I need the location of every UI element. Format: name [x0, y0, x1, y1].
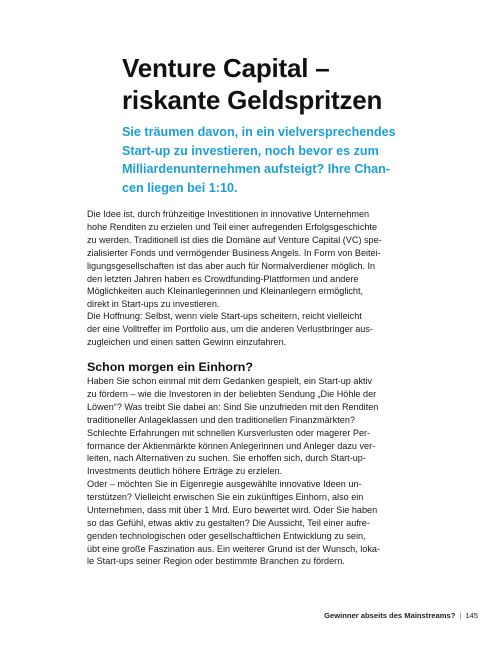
page-footer [268, 611, 478, 620]
text-line: terstützen? Vielleicht erwischen Sie ein zukünftiges Einhorn, also ein [87, 491, 364, 502]
text-line: Haben Sie schon einmal mit dem Gedanken gespielt, ein Start-up aktiv [87, 376, 373, 386]
lead-line: Sie träumen davon, in ein vielversprechendes [122, 125, 396, 139]
text-line: formance der Aktienmärkte können Anlegerinnen und Anleger dazu ver- [87, 440, 376, 451]
text-line: zugleichen und einen satten Gewinn einzufahren. [87, 336, 287, 347]
footer-separator: | [459, 611, 462, 620]
text-line: Möglichkeiten auch Kleinanlegerinnen und Kleinanlegern ermöglicht, [87, 286, 364, 297]
page-title [122, 52, 452, 116]
page-number: 145 [465, 611, 478, 620]
body-paragraph-4 [87, 478, 415, 568]
text-line: direkt in Start-ups zu investieren. [87, 299, 220, 310]
text-line: Löwen“? Was treibt Sie dabei an: Sind Sie unzufrieden mit den Renditen [87, 401, 379, 412]
text-line: Die Idee ist, durch frühzeitige Investitionen in innovative Unternehmen [87, 209, 370, 219]
text-line: zu fördern – wie die Investoren in der beliebten Sendung „Die Höhle der [87, 388, 377, 399]
body-paragraph-2 [87, 310, 415, 349]
text-line: zu werden. Traditionell ist dies die Domäne auf Venture Capital (VC) spe- [87, 234, 382, 245]
body-paragraph-3 [87, 375, 415, 478]
text-line: so das Gefühl, etwas aktiv zu gestalten? Die Aussicht, Teil einer aufre- [87, 517, 370, 528]
lead-line: Start-up zu investieren, noch bevor es zum [122, 143, 379, 158]
section-heading: Schon morgen ein Einhorn? [87, 360, 253, 374]
running-footer-title: Gewinner abseits des Mainstreams? [324, 611, 456, 620]
text-line: zialisierter Fonds und vermögender Business Angels. In Form von Beitei- [87, 247, 381, 258]
text-line: le Start-ups seiner Region oder bestimmte Branchen zu fördern. [87, 556, 345, 567]
text-line: leiten, nach Alternativen zu suchen. Sie erhoffen sich, durch Start-up- [87, 453, 366, 464]
text-line: Schlechte Erfahrungen mit schnellen Kursverlusten oder magerer Per- [87, 427, 371, 438]
text-line: ligungsgesellschaften ist das aber auch für Normalverdiener möglich. In [87, 260, 376, 271]
text-line: Oder – möchten Sie in Eigenregie ausgewählte innovative Ideen un- [87, 479, 362, 489]
text-line: genden technologischen oder gesellschaftlichen Entwicklung zu sein, [87, 530, 366, 541]
text-line: hohe Renditen zu erzielen und Teil einer aufregenden Erfolgsgeschichte [87, 221, 378, 232]
text-line: Die Hoffnung: Selbst, wenn viele Start-ups scheitern, reicht vielleicht [87, 311, 362, 321]
lead-line: Milliardenunternehmen aufsteigt? Ihre Chan- [122, 162, 390, 176]
text-line: traditioneller Anlageklassen und den traditionellen Finanzmärkten? [87, 414, 355, 425]
text-line: den letzten Jahren haben es Crowdfunding-Plattformen und andere [87, 273, 359, 284]
text-line: der eine Volltreffer im Portfolio aus, um die anderen Verlustbringer aus- [87, 323, 373, 334]
lead-line: cen liegen bei 1:10. [122, 180, 238, 195]
lead-paragraph [122, 123, 432, 197]
body-paragraph-1 [87, 208, 415, 311]
text-line: Unternehmen, dass mit über 1 Mrd. Euro bewertet wird. Oder Sie haben [87, 504, 378, 515]
text-line: Investments deutlich höhere Erträge zu erzielen. [87, 466, 283, 477]
title-line: riskante Geldspritzen [122, 85, 383, 115]
text-line: übt eine große Faszination aus. Ein weiterer Grund ist der Wunsch, loka- [87, 543, 380, 554]
title-line: Venture Capital – [122, 53, 330, 83]
